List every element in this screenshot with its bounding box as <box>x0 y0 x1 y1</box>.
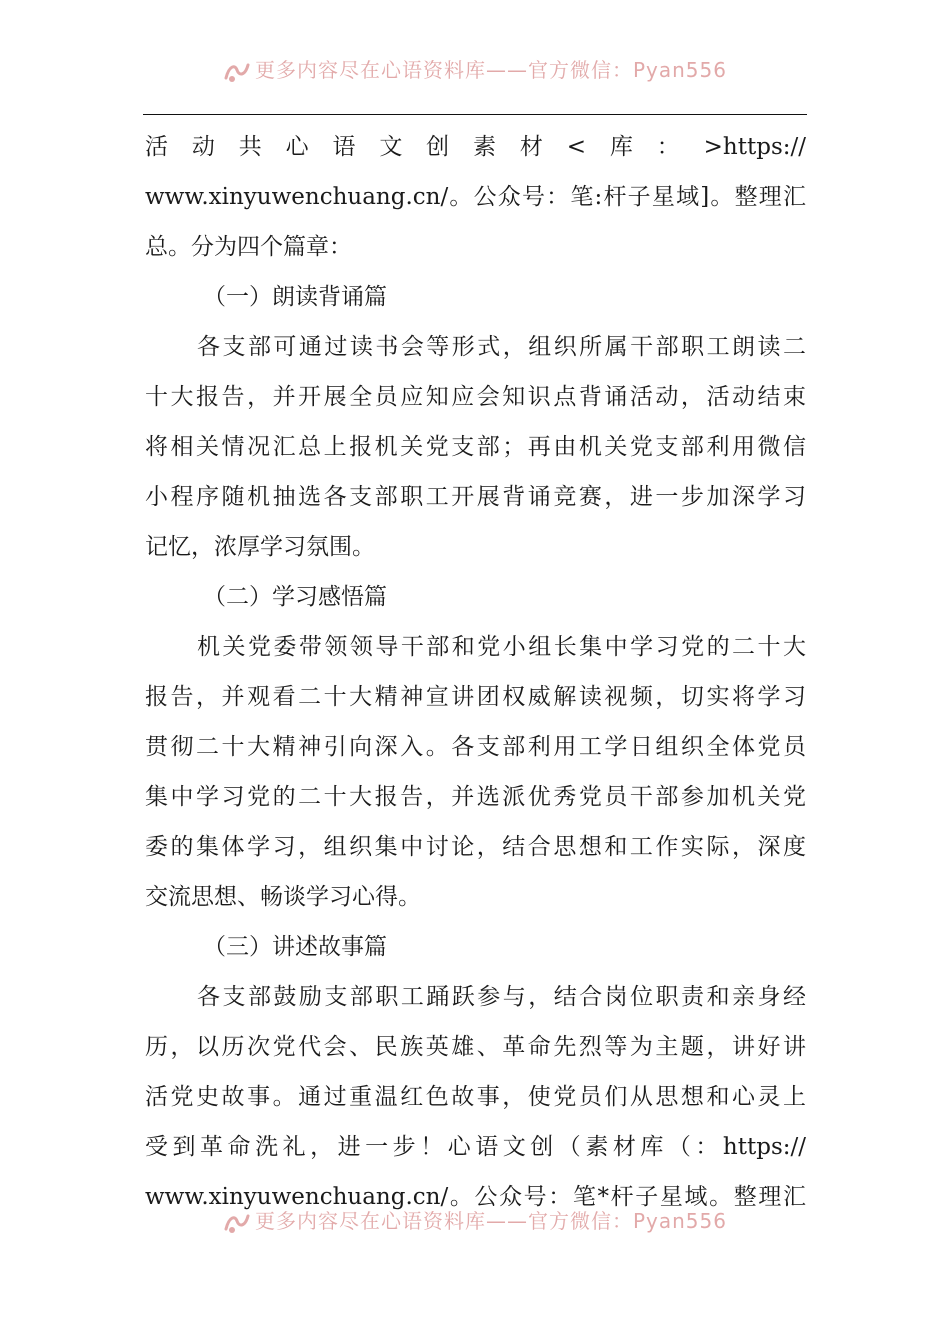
body-line: 交流思想、畅谈学习心得。 <box>145 884 421 910</box>
watermark-text: 更多内容尽在心语资料库——官方微信：Pyan556 <box>254 58 727 82</box>
section-heading-1: （一）朗读背诵篇 <box>203 284 387 310</box>
body-line: 将相关情况汇总上报机关党支部；再由机关党支部利用微信 <box>145 434 806 460</box>
body-line: www.xinyuwenchuang.cn/。公众号：笔:杆子星域]。整理汇 <box>145 184 806 210</box>
section-heading-2: （二）学习感悟篇 <box>203 584 387 610</box>
watermark-text: 更多内容尽在心语资料库——官方微信：Pyan556 <box>254 1209 727 1233</box>
section-heading-3: （三）讲述故事篇 <box>203 934 387 960</box>
body-line: 小程序随机抽选各支部职工开展背诵竞赛，进一步加深学习 <box>145 484 806 510</box>
watermark-header <box>0 57 950 83</box>
body-line: 受到革命洗礼，进一步！心语文创（素材库（：https:// <box>145 1134 806 1160</box>
body-line: 历，以历次党代会、民族英雄、革命先烈等为主题，讲好讲 <box>145 1034 806 1060</box>
header-divider <box>143 114 807 115</box>
document-body <box>145 122 806 1222</box>
logo-icon <box>223 60 251 84</box>
watermark-footer <box>0 1208 950 1234</box>
body-line: 机关党委带领领导干部和党小组长集中学习党的二十大 <box>197 634 806 660</box>
body-line: 活党史故事。通过重温红色故事，使党员们从思想和心灵上 <box>145 1084 806 1110</box>
logo-icon <box>223 1211 251 1235</box>
body-line: 活动共心语文创素材<库：>https:// <box>145 134 806 160</box>
body-line: 报告，并观看二十大精神宣讲团权威解读视频，切实将学习 <box>145 684 806 710</box>
body-line: 各支部鼓励支部职工踊跃参与，结合岗位职责和亲身经 <box>197 984 806 1010</box>
body-line: 各支部可通过读书会等形式，组织所属干部职工朗读二 <box>197 334 806 360</box>
body-line: 记忆，浓厚学习氛围。 <box>145 534 375 560</box>
body-line: www.xinyuwenchuang.cn/。公众号：笔*杆子星域。整理汇 <box>145 1184 806 1210</box>
body-line: 集中学习党的二十大报告，并选派优秀党员干部参加机关党 <box>145 784 806 810</box>
body-line: 贯彻二十大精神引向深入。各支部利用工学日组织全体党员 <box>145 734 806 760</box>
body-line: 委的集体学习，组织集中讨论，结合思想和工作实际，深度 <box>145 834 806 860</box>
body-line: 十大报告，并开展全员应知应会知识点背诵活动，活动结束 <box>145 384 806 410</box>
body-line: 总。分为四个篇章： <box>145 234 352 260</box>
